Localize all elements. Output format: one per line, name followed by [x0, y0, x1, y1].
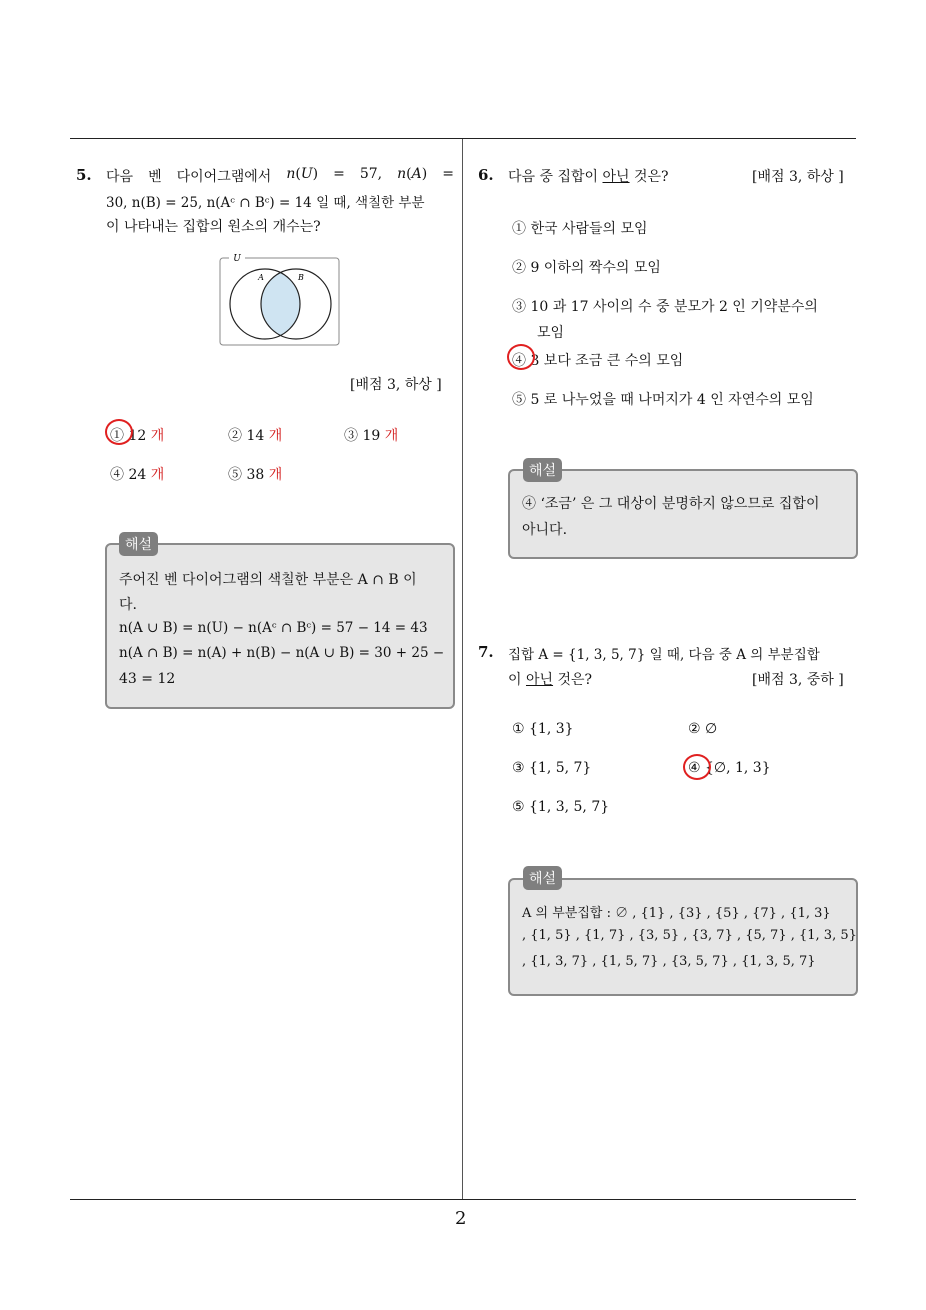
q5-solution-tag: 해설 — [119, 532, 158, 556]
venn-label-b: B — [298, 273, 304, 282]
column-divider — [462, 139, 463, 1200]
q7-score: [배점 3, 중하 ] — [752, 672, 844, 688]
venn-label-u: U — [233, 254, 241, 264]
q6-score: [배점 3, 하상 ] — [752, 169, 844, 185]
q7-option-3[interactable]: ③ {1, 5, 7} — [512, 760, 592, 776]
q7-line-2: 이 아닌 것은? — [508, 672, 593, 688]
q6-solution-box — [508, 469, 858, 559]
q6-solution-line-1: ④ ‘조금’ 은 그 대상이 분명하지 않으므로 집합이 — [522, 496, 820, 512]
q5-option-3[interactable]: ③ 19 개 — [344, 428, 399, 444]
q6-option-5[interactable]: ⑤ 5 로 나누었을 때 나머지가 4 인 자연수의 모임 — [512, 392, 814, 408]
q5-solution-box — [105, 543, 455, 709]
q7-option-5[interactable]: ⑤ {1, 3, 5, 7} — [512, 799, 610, 815]
q6-solution-tag: 해설 — [523, 458, 562, 482]
q7-option-4[interactable]: ④ {∅, 1, 3} — [688, 760, 771, 776]
bottom-rule — [70, 1199, 856, 1200]
q7-solution-line-2: , {1, 5} , {1, 7} , {3, 5} , {3, 7} , {5, 7} , {1, 3, 5} — [522, 928, 857, 943]
q6-option-3[interactable]: ③ 10 과 17 사이의 수 중 분모가 2 인 기약분수의 — [512, 299, 818, 315]
q5-solution-line-5: 43 = 12 — [119, 671, 176, 687]
answer-circle-q5 — [105, 419, 133, 445]
q5-option-5[interactable]: ⑤ 38 개 — [228, 467, 283, 483]
q7-option-2[interactable]: ② ∅ — [688, 721, 718, 737]
q6-number: 6. — [478, 166, 494, 184]
venn-label-a: A — [258, 273, 264, 282]
q7-solution-line-1: A 의 부분집합 : ∅ , {1} , {3} , {5} , {7} , {1, 3} — [522, 906, 831, 921]
venn-diagram — [219, 253, 341, 347]
q7-number: 7. — [478, 643, 494, 661]
q6-option-2[interactable]: ② 9 이하의 짝수의 모임 — [512, 260, 661, 276]
q5-option-4[interactable]: ④ 24 개 — [110, 467, 165, 483]
q5-line-1: 다음 벤 다이어그램에서 n(U) = 57, n(A) = — [106, 166, 454, 185]
q5-score: [배점 3, 하상 ] — [350, 377, 442, 393]
answer-circle-q6 — [507, 344, 535, 370]
q6-option-1[interactable]: ① 한국 사람들의 모임 — [512, 221, 648, 237]
q7-line-1: 집합 A = {1, 3, 5, 7} 일 때, 다음 중 A 의 부분집합 — [508, 647, 820, 663]
q5-number: 5. — [76, 166, 92, 184]
q5-line-3: 이 나타내는 집합의 원소의 개수는? — [106, 219, 321, 235]
q6-option-4[interactable]: ④ 3 보다 조금 큰 수의 모임 — [512, 353, 684, 369]
q6-question: 다음 중 집합이 아닌 것은? — [508, 169, 669, 185]
q5-solution-line-1: 주어진 벤 다이어그램의 색칠한 부분은 A ∩ B 이 — [119, 572, 417, 588]
answer-circle-q7 — [683, 754, 711, 780]
q5-option-1[interactable]: ① 12 개 — [110, 428, 165, 444]
page-number: 2 — [455, 1208, 467, 1229]
top-rule — [70, 138, 856, 139]
q7-solution-tag: 해설 — [523, 866, 562, 890]
q6-solution-line-2: 아니다. — [522, 522, 568, 538]
q5-option-2[interactable]: ② 14 개 — [228, 428, 283, 444]
q5-solution-line-4: n(A ∩ B) = n(A) + n(B) − n(A ∪ B) = 30 + 25 − — [119, 645, 445, 661]
q7-option-1[interactable]: ① {1, 3} — [512, 721, 574, 737]
q6-option-3-cont: 모임 — [537, 325, 565, 341]
q5-solution-line-2: 다. — [119, 597, 137, 613]
q7-solution-line-3: , {1, 3, 7} , {1, 5, 7} , {3, 5, 7} , {1, 3, 5, 7} — [522, 954, 816, 969]
q7-solution-box — [508, 878, 858, 996]
q5-line-2: 30, n(B) = 25, n(Aᶜ ∩ Bᶜ) = 14 일 때, 색칠한 부분 — [106, 195, 425, 211]
q5-solution-line-3: n(A ∪ B) = n(U) − n(Aᶜ ∩ Bᶜ) = 57 − 14 = 43 — [119, 620, 428, 636]
